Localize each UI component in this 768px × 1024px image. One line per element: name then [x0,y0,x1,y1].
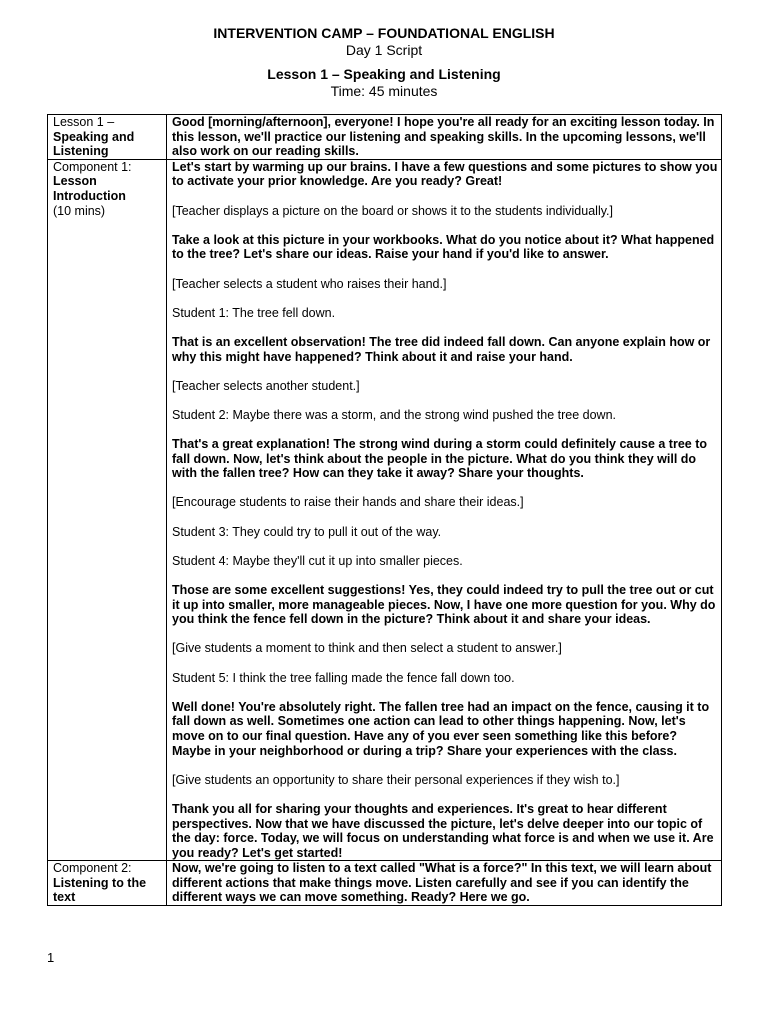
component-label-line: Component 2: [53,861,132,876]
component-label-cell [48,861,167,906]
script-row [48,861,722,906]
component-label-title: Listening to the text [53,875,147,905]
teacher-script-paragraph: That is an excellent observation! The tree did indeed fall down. Can anyone explain how or why this might have happened? Think about it and raise your hand. [172,334,711,364]
teacher-script-paragraph: Well done! You're absolutely right. The fallen tree had an impact on the fence, causing it to fall down as well. Sometimes one action can lead to other things happening. Now, let's move on to our final question. Have any of you ever seen something like this before? Maybe in your neighborhood or during a trip? Share your experiences with the class. [172,699,710,758]
lesson-heading: Lesson 1 – Speaking and Listening [267,66,501,82]
page-number: 1 [47,950,55,965]
script-note-paragraph: Student 1: The tree fell down. [172,305,336,320]
teacher-script-paragraph: Now, we're going to listen to a text called "What is a force?" In this text, we will learn about different actions that make things move. Listen carefully and see if you can identify the different ways we can move something. Ready? Here we go. [172,861,712,905]
script-row [48,159,722,861]
script-note-paragraph: [Teacher selects a student who raises their hand.] [172,276,447,291]
teacher-script-paragraph: Let's start by warming up our brains. I have a few questions and some pictures to show you to activate your prior knowledge. Are you ready? Great! [172,159,718,189]
script-table-body [48,115,722,906]
component-label-line: Lesson 1 – [53,115,115,129]
script-note-paragraph: [Give students a moment to think and then select a student to answer.] [172,641,562,656]
script-text-cell [167,115,722,160]
component-label-cell [48,159,167,861]
script-note-paragraph: [Teacher selects another student.] [172,378,360,393]
document-title: INTERVENTION CAMP – FOUNDATIONAL ENGLISH [213,25,555,41]
component-label-duration: (10 mins) [53,203,106,218]
script-note-paragraph: Student 5: I think the tree falling made the fence fall down too. [172,670,515,685]
script-row [48,115,722,160]
teacher-script-paragraph: That's a great explanation! The strong wind during a storm could definitely cause a tree to fall down. Now, let's think about the people in the picture. What do you think they will do with the fallen tree? How can they take it away? Share your thoughts. [172,437,708,481]
component-label-cell [48,115,167,160]
script-note-paragraph: Student 3: They could try to pull it out of the way. [172,524,442,539]
component-label-line: Component 1: [53,159,132,174]
script-text-cell [167,159,722,861]
script-text-cell [167,861,722,906]
component-label-title: Speaking and Listening [53,129,135,159]
teacher-script-paragraph: Thank you all for sharing your thoughts and experiences. It's great to hear different perspectives. Now that we have discussed the picture, let's delve deeper into our topic of the day: force. Today, we will focus on understanding what force is and when we use it. Are you ready? Let's get started! [172,801,714,860]
script-note-paragraph: [Teacher displays a picture on the board or shows it to the students individually.] [172,203,613,218]
teacher-script-paragraph: Take a look at this picture in your workbooks. What do you notice about it? What happened to the tree? Let's share our ideas. Raise your hand if you'd like to answer. [172,232,715,262]
script-note-paragraph: Student 4: Maybe they'll cut it up into smaller pieces. [172,553,463,568]
component-label-title: Lesson Introduction [53,174,126,203]
script-note-paragraph: [Encourage students to raise their hands and share their ideas.] [172,495,524,510]
teacher-script-paragraph: Those are some excellent suggestions! Yes, they could indeed try to pull the tree out or cut it up into smaller, more manageable pieces. Now, I have one more question for you. Why do you think the fence fell down in the picture? Think about it and share your ideas. [172,583,716,627]
day-subtitle: Day 1 Script [345,42,423,58]
lesson-time: Time: 45 minutes [330,83,438,99]
script-note-paragraph: [Give students an opportunity to share their personal experiences if they wish to.] [172,772,620,787]
script-note-paragraph: Student 2: Maybe there was a storm, and the strong wind pushed the tree down. [172,407,617,422]
script-table [47,114,722,906]
teacher-script-paragraph: Good [morning/afternoon], everyone! I hope you're all ready for an exciting lesson today. In this lesson, we'll practice our listening and speaking skills. In the upcoming lessons, we'll also work on our reading skills. [172,115,715,159]
